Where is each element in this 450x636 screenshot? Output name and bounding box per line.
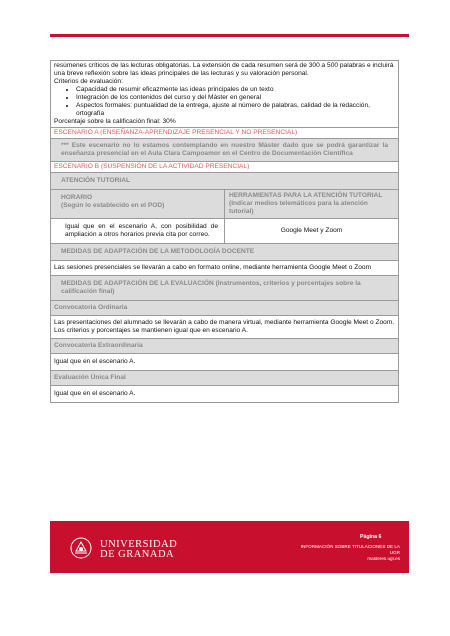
ordinary-call-text: Las presentaciones del alumnado se llevarán a cabo de manera virtual, mediante herramienta Google Meet o Zoom. Los criterios y porcentajes se mantienen igual que en escenario A. bbox=[51, 316, 399, 339]
scenario-b-title: ESCENARIO B (SUSPENSIÓN DE LA ACTIVIDAD PRESENCIAL) bbox=[51, 162, 399, 173]
university-name bbox=[100, 540, 177, 560]
intro-row bbox=[51, 61, 399, 128]
criteria-list bbox=[54, 86, 395, 118]
criteria-item: • Capacidad de resumir eficazmente las ideas principales de un texto bbox=[76, 86, 395, 94]
top-accent-bar bbox=[50, 34, 409, 37]
scenario-a-title: ESCENARIO A (ENSEÑANZA-APRENDIZAJE PRESENCIAL Y NO PRESENCIAL) bbox=[51, 128, 399, 139]
tools-column-header: HERRAMIENTAS PARA LA ATENCIÓN TUTORIAL (Indicar medios telemáticos para la atención tutorial) bbox=[225, 190, 399, 219]
criteria-title: Criterios de evaluación: bbox=[54, 78, 123, 85]
extraordinary-call-title: Convocatoria Extraordinaria bbox=[51, 339, 399, 354]
evaluation-header: MEDIDAS DE ADAPTACIÓN DE LA EVALUACIÓN (Instrumentos, criterios y porcentajes sobre la calificación final) bbox=[51, 276, 399, 301]
intro-text: resúmenes críticos de las lecturas obligatorias. La extensión de cada resumen será de 300 a 500 palabras e incluirá una breve reflexión sobre las ideas principales de las lecturas y su valoración personal. bbox=[54, 62, 394, 77]
methodology-header: MEDIDAS DE ADAPTACIÓN DE LA METODOLOGÍA DOCENTE bbox=[51, 244, 399, 261]
footer-fine-print-line2: masteres.ugr.es bbox=[367, 556, 400, 561]
footer-banner bbox=[50, 521, 409, 573]
university-name-line2: DE GRANADA bbox=[100, 549, 175, 560]
schedule-value: Igual que en el escenario A, con posibilidad de ampliación a otros horarios previa cita por correo. bbox=[51, 219, 225, 244]
extraordinary-call-text: Igual que en el escenario A. bbox=[51, 354, 399, 371]
intro-cell bbox=[51, 61, 399, 128]
percentage-text: Porcentaje sobre la calificación final: 30% bbox=[54, 118, 176, 125]
document-content bbox=[50, 60, 399, 403]
footer-fine-print-line1: INFORMACIÓN SOBRE TITULACIONES DE LA UGR bbox=[300, 544, 400, 555]
tools-value: Google Meet y Zoom bbox=[225, 219, 399, 244]
page-number: Página 6 bbox=[360, 534, 382, 540]
schedule-column-header: HORARIO (Según lo establecido en el POD) bbox=[51, 190, 225, 219]
single-final-evaluation-title: Evaluación Única Final bbox=[51, 371, 399, 386]
university-name-line1: UNIVERSIDAD bbox=[100, 539, 178, 550]
guide-table bbox=[50, 60, 399, 403]
methodology-text: Las sesiones presenciales se llevarán a cabo en formato online, mediante herramienta Google Meet o Zoom bbox=[51, 261, 399, 276]
university-crest-icon bbox=[70, 537, 92, 559]
ordinary-call-title: Convocatoria Ordinaria bbox=[51, 301, 399, 316]
single-final-evaluation-text: Igual que en el escenario A. bbox=[51, 386, 399, 403]
criteria-item: • Aspectos formales: puntualidad de la entrega, ajuste al número de palabras, calidad de la redacción, ortografía bbox=[76, 102, 395, 118]
scenario-a-note: *** Este escenario no lo estamos contemplando en nuestro Máster dado que se podrá garantizar la enseñanza presencial en el Aula Clara Campoamor en el Centro de Documentación Científica bbox=[51, 139, 399, 162]
tutorial-header: ATENCIÓN TUTORIAL bbox=[51, 173, 399, 190]
footer-fine-print bbox=[290, 544, 400, 562]
criteria-item: • Integración de los contenidos del curso y del Máster en general bbox=[76, 94, 395, 102]
